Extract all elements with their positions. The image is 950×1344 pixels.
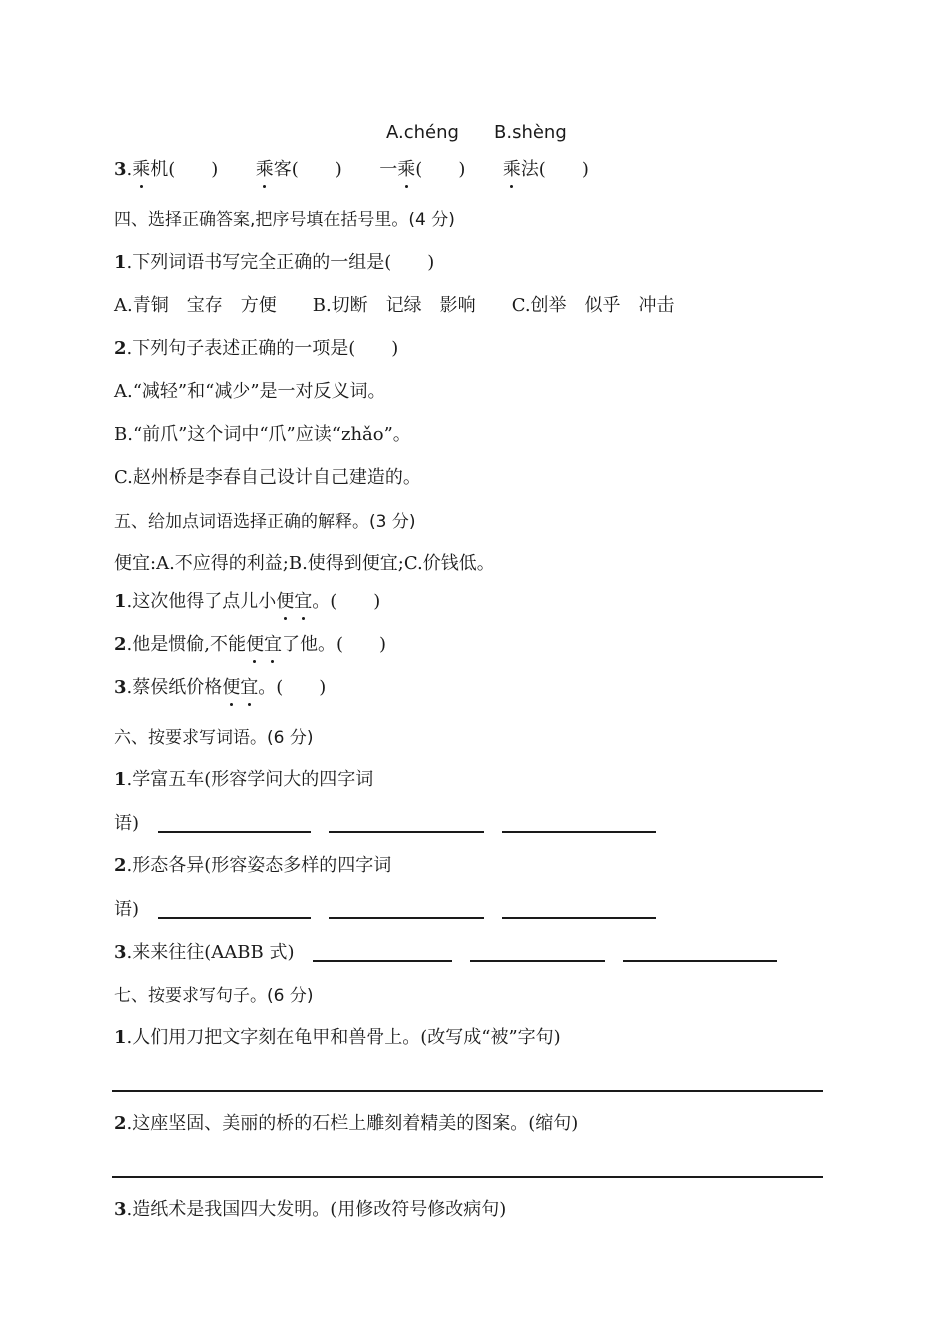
option-b: B.切断 记绿 影响 — [312, 295, 476, 316]
section-4-q1-options — [114, 294, 675, 318]
section-6-q3: 3.来来往往(AABB 式) — [114, 942, 295, 963]
section-5-item-1: 1.这次他得了点儿小便宜。( ) — [114, 591, 381, 612]
pinyin-option-a: A.chéng — [386, 122, 459, 143]
section-5-item-3: 3.蔡侯纸价格便宜。( ) — [114, 677, 327, 698]
answer-blank[interactable] — [623, 960, 777, 962]
answer-line[interactable] — [112, 1090, 823, 1092]
section-5-heading: 五、给加点词语选择正确的解释。(3 分) — [114, 512, 416, 532]
dotted-char: 乘 — [502, 159, 521, 180]
answer-blank[interactable] — [313, 960, 452, 962]
dotted-char: 乘 — [132, 159, 151, 180]
section-6-q1: 1.学富五车(形容学问大的四字词 — [114, 769, 374, 790]
section-7-heading: 七、按要求写句子。(6 分) — [114, 986, 314, 1006]
answer-blank[interactable] — [329, 831, 484, 833]
answer-line[interactable] — [112, 1176, 823, 1178]
section-4-q2-option-c: C.赵州桥是李春自己设计自己建造的。 — [114, 467, 421, 488]
option-c: C.创举 似乎 冲击 — [511, 295, 675, 316]
section-6-q2-cont: 语) — [114, 899, 140, 920]
section-7-q3: 3.造纸术是我国四大发明。(用修改符号修改病句) — [114, 1199, 507, 1220]
section-5-item-2: 2.他是惯偷,不能便宜了他。( ) — [114, 634, 387, 655]
section-4-q2-option-a: A.“减轻”和“减少”是一对反义词。 — [114, 381, 386, 402]
dotted-char: 便 — [222, 677, 241, 698]
option-a: A.青铜 宝存 方便 — [114, 295, 277, 316]
section-4-q2-option-b: B.“前爪”这个词中“爪”应读“zhǎo”。 — [114, 424, 411, 445]
dotted-char: 乘 — [255, 159, 274, 180]
answer-blank[interactable] — [158, 917, 311, 919]
question-3-multichar: 3.乘机( ) 乘客( ) 一乘( ) 乘法( ) — [114, 159, 589, 180]
answer-blank[interactable] — [470, 960, 605, 962]
section-4-q2: 2.下列句子表述正确的一项是( ) — [114, 338, 399, 359]
section-6-heading: 六、按要求写词语。(6 分) — [114, 728, 314, 748]
pinyin-option-b: B.shèng — [494, 122, 567, 143]
answer-blank[interactable] — [502, 917, 656, 919]
answer-blank[interactable] — [502, 831, 656, 833]
dotted-char: 便 — [245, 634, 264, 655]
section-7-q1: 1.人们用刀把文字刻在龟甲和兽骨上。(改写成“被”字句) — [114, 1027, 561, 1048]
dotted-char: 宜 — [263, 634, 282, 655]
dotted-char: 便 — [276, 591, 295, 612]
dotted-char: 宜 — [240, 677, 259, 698]
answer-blank[interactable] — [158, 831, 311, 833]
dotted-char: 乘 — [397, 159, 416, 180]
question-number: 3 — [114, 159, 127, 180]
answer-blank[interactable] — [329, 917, 484, 919]
section-4-q1: 1.下列词语书写完全正确的一组是( ) — [114, 252, 435, 273]
section-4-heading: 四、选择正确答案,把序号填在括号里。(4 分) — [114, 210, 455, 230]
section-6-q2: 2.形态各异(形容姿态多样的四字词 — [114, 855, 392, 876]
section-7-q2: 2.这座坚固、美丽的桥的石栏上雕刻着精美的图案。(缩句) — [114, 1113, 579, 1134]
dotted-char: 宜 — [294, 591, 313, 612]
section-6-q1-cont: 语) — [114, 813, 140, 834]
section-5-definition: 便宜:A.不应得的利益;B.使得到便宜;C.价钱低。 — [114, 553, 495, 574]
